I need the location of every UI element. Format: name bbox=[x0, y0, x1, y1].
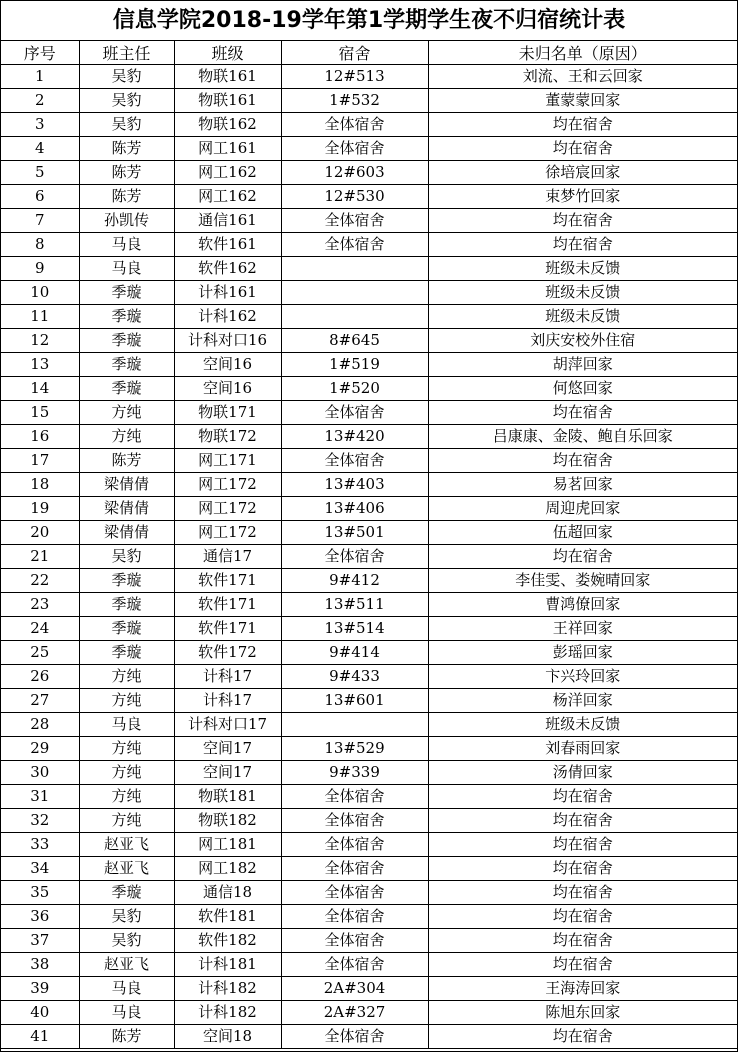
cell-absent-list: 王祥回家 bbox=[428, 617, 737, 641]
cell-dorm: 全体宿舍 bbox=[281, 953, 428, 977]
cell-dorm: 全体宿舍 bbox=[281, 137, 428, 161]
cell-teacher: 方纯 bbox=[79, 785, 174, 809]
cell-class: 通信18 bbox=[174, 881, 281, 905]
table-row bbox=[1, 905, 737, 929]
cell-teacher: 方纯 bbox=[79, 809, 174, 833]
cell-absent-list: 均在宿舍 bbox=[428, 209, 737, 233]
header-dorm: 宿舍 bbox=[281, 41, 428, 65]
cell-dorm: 13#511 bbox=[281, 593, 428, 617]
cell-class: 软件172 bbox=[174, 641, 281, 665]
header-row bbox=[1, 41, 737, 65]
cell-dorm: 全体宿舍 bbox=[281, 833, 428, 857]
cell-dorm: 全体宿舍 bbox=[281, 809, 428, 833]
table-row bbox=[1, 113, 737, 137]
cell-index: 3 bbox=[1, 113, 79, 137]
cell-absent-list: 均在宿舍 bbox=[428, 929, 737, 953]
cell-dorm: 9#339 bbox=[281, 761, 428, 785]
header-index: 序号 bbox=[1, 41, 79, 65]
cell-teacher: 季璇 bbox=[79, 305, 174, 329]
table-row bbox=[1, 257, 737, 281]
cell-dorm: 13#501 bbox=[281, 521, 428, 545]
table-row bbox=[1, 881, 737, 905]
cell-absent-list: 均在宿舍 bbox=[428, 1025, 737, 1049]
cell-class: 计科对口16 bbox=[174, 329, 281, 353]
cell-teacher: 陈芳 bbox=[79, 137, 174, 161]
cell-index: 4 bbox=[1, 137, 79, 161]
cell-dorm: 13#403 bbox=[281, 473, 428, 497]
cell-absent-list: 均在宿舍 bbox=[428, 809, 737, 833]
cell-dorm: 全体宿舍 bbox=[281, 1025, 428, 1049]
cell-dorm: 全体宿舍 bbox=[281, 881, 428, 905]
table-row bbox=[1, 593, 737, 617]
table-row bbox=[1, 89, 737, 113]
cell-absent-list: 均在宿舍 bbox=[428, 857, 737, 881]
table-row bbox=[1, 1001, 737, 1025]
cell-index: 21 bbox=[1, 545, 79, 569]
cell-dorm: 全体宿舍 bbox=[281, 113, 428, 137]
cell-index: 29 bbox=[1, 737, 79, 761]
cell-absent-list: 董蒙蒙回家 bbox=[428, 89, 737, 113]
table-row bbox=[1, 545, 737, 569]
cell-index: 26 bbox=[1, 665, 79, 689]
cell-index: 37 bbox=[1, 929, 79, 953]
cell-index: 18 bbox=[1, 473, 79, 497]
cell-index: 9 bbox=[1, 257, 79, 281]
cell-teacher: 马良 bbox=[79, 257, 174, 281]
cell-teacher: 马良 bbox=[79, 1001, 174, 1025]
cell-class: 计科17 bbox=[174, 689, 281, 713]
cell-dorm: 全体宿舍 bbox=[281, 209, 428, 233]
cell-teacher: 梁倩倩 bbox=[79, 497, 174, 521]
cell-dorm: 8#645 bbox=[281, 329, 428, 353]
cell-index: 39 bbox=[1, 977, 79, 1001]
cell-absent-list: 均在宿舍 bbox=[428, 905, 737, 929]
cell-absent-list: 彭瑶回家 bbox=[428, 641, 737, 665]
cell-teacher: 季璇 bbox=[79, 617, 174, 641]
cell-teacher: 陈芳 bbox=[79, 185, 174, 209]
cell-teacher: 吴豹 bbox=[79, 929, 174, 953]
cell-dorm: 9#414 bbox=[281, 641, 428, 665]
cell-absent-list: 易茗回家 bbox=[428, 473, 737, 497]
cell-class: 空间16 bbox=[174, 377, 281, 401]
cell-teacher: 季璇 bbox=[79, 593, 174, 617]
cell-absent-list: 班级未反馈 bbox=[428, 281, 737, 305]
cell-class: 计科182 bbox=[174, 1001, 281, 1025]
cell-class: 通信161 bbox=[174, 209, 281, 233]
cell-dorm: 13#601 bbox=[281, 689, 428, 713]
cell-class: 物联161 bbox=[174, 65, 281, 89]
table-row bbox=[1, 737, 737, 761]
cell-teacher: 吴豹 bbox=[79, 905, 174, 929]
cell-class: 网工172 bbox=[174, 521, 281, 545]
cell-teacher: 马良 bbox=[79, 233, 174, 257]
cell-dorm: 全体宿舍 bbox=[281, 233, 428, 257]
cell-class: 计科182 bbox=[174, 977, 281, 1001]
cell-class: 计科对口17 bbox=[174, 713, 281, 737]
cell-dorm: 全体宿舍 bbox=[281, 905, 428, 929]
cell-absent-list: 均在宿舍 bbox=[428, 545, 737, 569]
cell-absent-list: 刘流、王和云回家 bbox=[428, 65, 737, 89]
table-row bbox=[1, 809, 737, 833]
cell-class: 软件171 bbox=[174, 593, 281, 617]
cell-teacher: 方纯 bbox=[79, 689, 174, 713]
table-row bbox=[1, 617, 737, 641]
table-row bbox=[1, 521, 737, 545]
cell-class: 软件162 bbox=[174, 257, 281, 281]
cell-absent-list: 班级未反馈 bbox=[428, 305, 737, 329]
cell-index: 27 bbox=[1, 689, 79, 713]
table-row bbox=[1, 473, 737, 497]
cell-teacher: 赵亚飞 bbox=[79, 833, 174, 857]
cell-dorm bbox=[281, 713, 428, 737]
cell-dorm: 2A#327 bbox=[281, 1001, 428, 1025]
cell-absent-list: 何悠回家 bbox=[428, 377, 737, 401]
cell-absent-list: 均在宿舍 bbox=[428, 833, 737, 857]
cell-absent-list: 均在宿舍 bbox=[428, 233, 737, 257]
cell-teacher: 吴豹 bbox=[79, 65, 174, 89]
cell-absent-list: 刘庆安校外住宿 bbox=[428, 329, 737, 353]
table-row bbox=[1, 65, 737, 89]
cell-absent-list: 均在宿舍 bbox=[428, 881, 737, 905]
cell-teacher: 赵亚飞 bbox=[79, 953, 174, 977]
table-row bbox=[1, 425, 737, 449]
cell-absent-list: 王海涛回家 bbox=[428, 977, 737, 1001]
cell-index: 22 bbox=[1, 569, 79, 593]
cell-class: 物联172 bbox=[174, 425, 281, 449]
cell-teacher: 陈芳 bbox=[79, 161, 174, 185]
cell-absent-list: 均在宿舍 bbox=[428, 449, 737, 473]
cell-teacher: 吴豹 bbox=[79, 113, 174, 137]
table-row bbox=[1, 761, 737, 785]
cell-index: 38 bbox=[1, 953, 79, 977]
cell-absent-list: 均在宿舍 bbox=[428, 401, 737, 425]
cell-class: 软件171 bbox=[174, 569, 281, 593]
cell-class: 通信17 bbox=[174, 545, 281, 569]
cell-teacher: 马良 bbox=[79, 713, 174, 737]
cell-class: 软件161 bbox=[174, 233, 281, 257]
table-row bbox=[1, 953, 737, 977]
table-row bbox=[1, 977, 737, 1001]
cell-dorm bbox=[281, 281, 428, 305]
cell-index: 12 bbox=[1, 329, 79, 353]
cell-class: 软件171 bbox=[174, 617, 281, 641]
cell-index: 32 bbox=[1, 809, 79, 833]
table-row bbox=[1, 641, 737, 665]
cell-class: 网工162 bbox=[174, 185, 281, 209]
cell-absent-list: 卞兴玲回家 bbox=[428, 665, 737, 689]
cell-dorm: 12#513 bbox=[281, 65, 428, 89]
cell-teacher: 季璇 bbox=[79, 353, 174, 377]
table-row bbox=[1, 233, 737, 257]
cell-dorm: 1#520 bbox=[281, 377, 428, 401]
table-row bbox=[1, 689, 737, 713]
table-row bbox=[1, 449, 737, 473]
table-row bbox=[1, 377, 737, 401]
table-row bbox=[1, 497, 737, 521]
cell-index: 16 bbox=[1, 425, 79, 449]
cell-absent-list: 曹鸿僚回家 bbox=[428, 593, 737, 617]
cell-teacher: 陈芳 bbox=[79, 1025, 174, 1049]
cell-absent-list: 周迎虎回家 bbox=[428, 497, 737, 521]
cell-dorm: 13#529 bbox=[281, 737, 428, 761]
cell-class: 物联171 bbox=[174, 401, 281, 425]
cell-absent-list: 均在宿舍 bbox=[428, 953, 737, 977]
cell-index: 1 bbox=[1, 65, 79, 89]
cell-teacher: 季璇 bbox=[79, 641, 174, 665]
cell-index: 31 bbox=[1, 785, 79, 809]
cell-teacher: 季璇 bbox=[79, 281, 174, 305]
table-body bbox=[1, 65, 737, 1049]
statistics-table bbox=[1, 41, 737, 1049]
cell-absent-list: 李佳雯、娄婉晴回家 bbox=[428, 569, 737, 593]
cell-teacher: 梁倩倩 bbox=[79, 473, 174, 497]
cell-index: 30 bbox=[1, 761, 79, 785]
cell-dorm: 12#603 bbox=[281, 161, 428, 185]
cell-index: 40 bbox=[1, 1001, 79, 1025]
cell-class: 软件181 bbox=[174, 905, 281, 929]
cell-index: 5 bbox=[1, 161, 79, 185]
cell-dorm: 13#514 bbox=[281, 617, 428, 641]
cell-teacher: 季璇 bbox=[79, 881, 174, 905]
cell-dorm: 2A#304 bbox=[281, 977, 428, 1001]
table-row bbox=[1, 209, 737, 233]
cell-class: 计科162 bbox=[174, 305, 281, 329]
cell-index: 36 bbox=[1, 905, 79, 929]
cell-index: 20 bbox=[1, 521, 79, 545]
cell-index: 15 bbox=[1, 401, 79, 425]
header-teacher: 班主任 bbox=[79, 41, 174, 65]
cell-index: 11 bbox=[1, 305, 79, 329]
cell-absent-list: 陈旭东回家 bbox=[428, 1001, 737, 1025]
cell-class: 空间18 bbox=[174, 1025, 281, 1049]
cell-teacher: 季璇 bbox=[79, 377, 174, 401]
cell-index: 13 bbox=[1, 353, 79, 377]
cell-teacher: 孙凯传 bbox=[79, 209, 174, 233]
cell-absent-list: 班级未反馈 bbox=[428, 713, 737, 737]
cell-teacher: 方纯 bbox=[79, 665, 174, 689]
cell-dorm bbox=[281, 305, 428, 329]
cell-dorm: 全体宿舍 bbox=[281, 785, 428, 809]
table-row bbox=[1, 281, 737, 305]
header-absent-list: 未归名单（原因） bbox=[428, 41, 737, 65]
cell-dorm bbox=[281, 257, 428, 281]
cell-index: 6 bbox=[1, 185, 79, 209]
cell-teacher: 陈芳 bbox=[79, 449, 174, 473]
cell-index: 23 bbox=[1, 593, 79, 617]
cell-class: 计科161 bbox=[174, 281, 281, 305]
cell-dorm: 9#433 bbox=[281, 665, 428, 689]
cell-index: 34 bbox=[1, 857, 79, 881]
cell-absent-list: 杨洋回家 bbox=[428, 689, 737, 713]
cell-teacher: 方纯 bbox=[79, 737, 174, 761]
cell-index: 19 bbox=[1, 497, 79, 521]
cell-class: 计科181 bbox=[174, 953, 281, 977]
table-row bbox=[1, 929, 737, 953]
cell-teacher: 梁倩倩 bbox=[79, 521, 174, 545]
cell-class: 空间16 bbox=[174, 353, 281, 377]
cell-class: 物联181 bbox=[174, 785, 281, 809]
cell-absent-list: 束梦竹回家 bbox=[428, 185, 737, 209]
cell-dorm: 12#530 bbox=[281, 185, 428, 209]
table-row bbox=[1, 329, 737, 353]
cell-dorm: 全体宿舍 bbox=[281, 545, 428, 569]
cell-index: 7 bbox=[1, 209, 79, 233]
cell-absent-list: 均在宿舍 bbox=[428, 785, 737, 809]
cell-dorm: 13#406 bbox=[281, 497, 428, 521]
table-row bbox=[1, 713, 737, 737]
cell-class: 网工172 bbox=[174, 473, 281, 497]
cell-class: 计科17 bbox=[174, 665, 281, 689]
table-row bbox=[1, 569, 737, 593]
cell-absent-list: 汤倩回家 bbox=[428, 761, 737, 785]
cell-absent-list: 刘春雨回家 bbox=[428, 737, 737, 761]
cell-absent-list: 徐培宸回家 bbox=[428, 161, 737, 185]
cell-absent-list: 均在宿舍 bbox=[428, 137, 737, 161]
cell-absent-list: 胡萍回家 bbox=[428, 353, 737, 377]
cell-class: 物联162 bbox=[174, 113, 281, 137]
cell-index: 28 bbox=[1, 713, 79, 737]
cell-index: 41 bbox=[1, 1025, 79, 1049]
cell-teacher: 赵亚飞 bbox=[79, 857, 174, 881]
cell-dorm: 1#532 bbox=[281, 89, 428, 113]
table-row bbox=[1, 833, 737, 857]
cell-teacher: 马良 bbox=[79, 977, 174, 1001]
cell-class: 空间17 bbox=[174, 737, 281, 761]
cell-class: 软件182 bbox=[174, 929, 281, 953]
cell-index: 14 bbox=[1, 377, 79, 401]
table-row bbox=[1, 401, 737, 425]
cell-dorm: 9#412 bbox=[281, 569, 428, 593]
cell-dorm: 全体宿舍 bbox=[281, 857, 428, 881]
cell-teacher: 季璇 bbox=[79, 569, 174, 593]
table-row bbox=[1, 857, 737, 881]
cell-dorm: 1#519 bbox=[281, 353, 428, 377]
cell-class: 空间17 bbox=[174, 761, 281, 785]
cell-index: 33 bbox=[1, 833, 79, 857]
table-row bbox=[1, 161, 737, 185]
cell-teacher: 季璇 bbox=[79, 329, 174, 353]
header-class: 班级 bbox=[174, 41, 281, 65]
table-row bbox=[1, 665, 737, 689]
cell-class: 网工172 bbox=[174, 497, 281, 521]
cell-index: 10 bbox=[1, 281, 79, 305]
cell-index: 17 bbox=[1, 449, 79, 473]
cell-absent-list: 吕康康、金陵、鲍自乐回家 bbox=[428, 425, 737, 449]
cell-class: 物联182 bbox=[174, 809, 281, 833]
table-row bbox=[1, 185, 737, 209]
sheet-title: 信息学院2018-19学年第1学期学生夜不归宿统计表 bbox=[1, 1, 737, 41]
cell-index: 24 bbox=[1, 617, 79, 641]
cell-absent-list: 伍超回家 bbox=[428, 521, 737, 545]
cell-class: 网工161 bbox=[174, 137, 281, 161]
table-row bbox=[1, 305, 737, 329]
cell-class: 网工171 bbox=[174, 449, 281, 473]
cell-index: 2 bbox=[1, 89, 79, 113]
cell-class: 网工162 bbox=[174, 161, 281, 185]
cell-class: 物联161 bbox=[174, 89, 281, 113]
table-row bbox=[1, 353, 737, 377]
cell-index: 25 bbox=[1, 641, 79, 665]
table-row bbox=[1, 785, 737, 809]
cell-absent-list: 均在宿舍 bbox=[428, 113, 737, 137]
cell-dorm: 13#420 bbox=[281, 425, 428, 449]
cell-teacher: 吴豹 bbox=[79, 89, 174, 113]
cell-absent-list: 班级未反馈 bbox=[428, 257, 737, 281]
cell-teacher: 方纯 bbox=[79, 761, 174, 785]
cell-teacher: 方纯 bbox=[79, 401, 174, 425]
cell-class: 网工181 bbox=[174, 833, 281, 857]
cell-teacher: 方纯 bbox=[79, 425, 174, 449]
table-row bbox=[1, 1025, 737, 1049]
cell-dorm: 全体宿舍 bbox=[281, 929, 428, 953]
cell-index: 8 bbox=[1, 233, 79, 257]
table-row bbox=[1, 137, 737, 161]
cell-index: 35 bbox=[1, 881, 79, 905]
cell-dorm: 全体宿舍 bbox=[281, 401, 428, 425]
cell-class: 网工182 bbox=[174, 857, 281, 881]
cell-teacher: 吴豹 bbox=[79, 545, 174, 569]
cell-dorm: 全体宿舍 bbox=[281, 449, 428, 473]
